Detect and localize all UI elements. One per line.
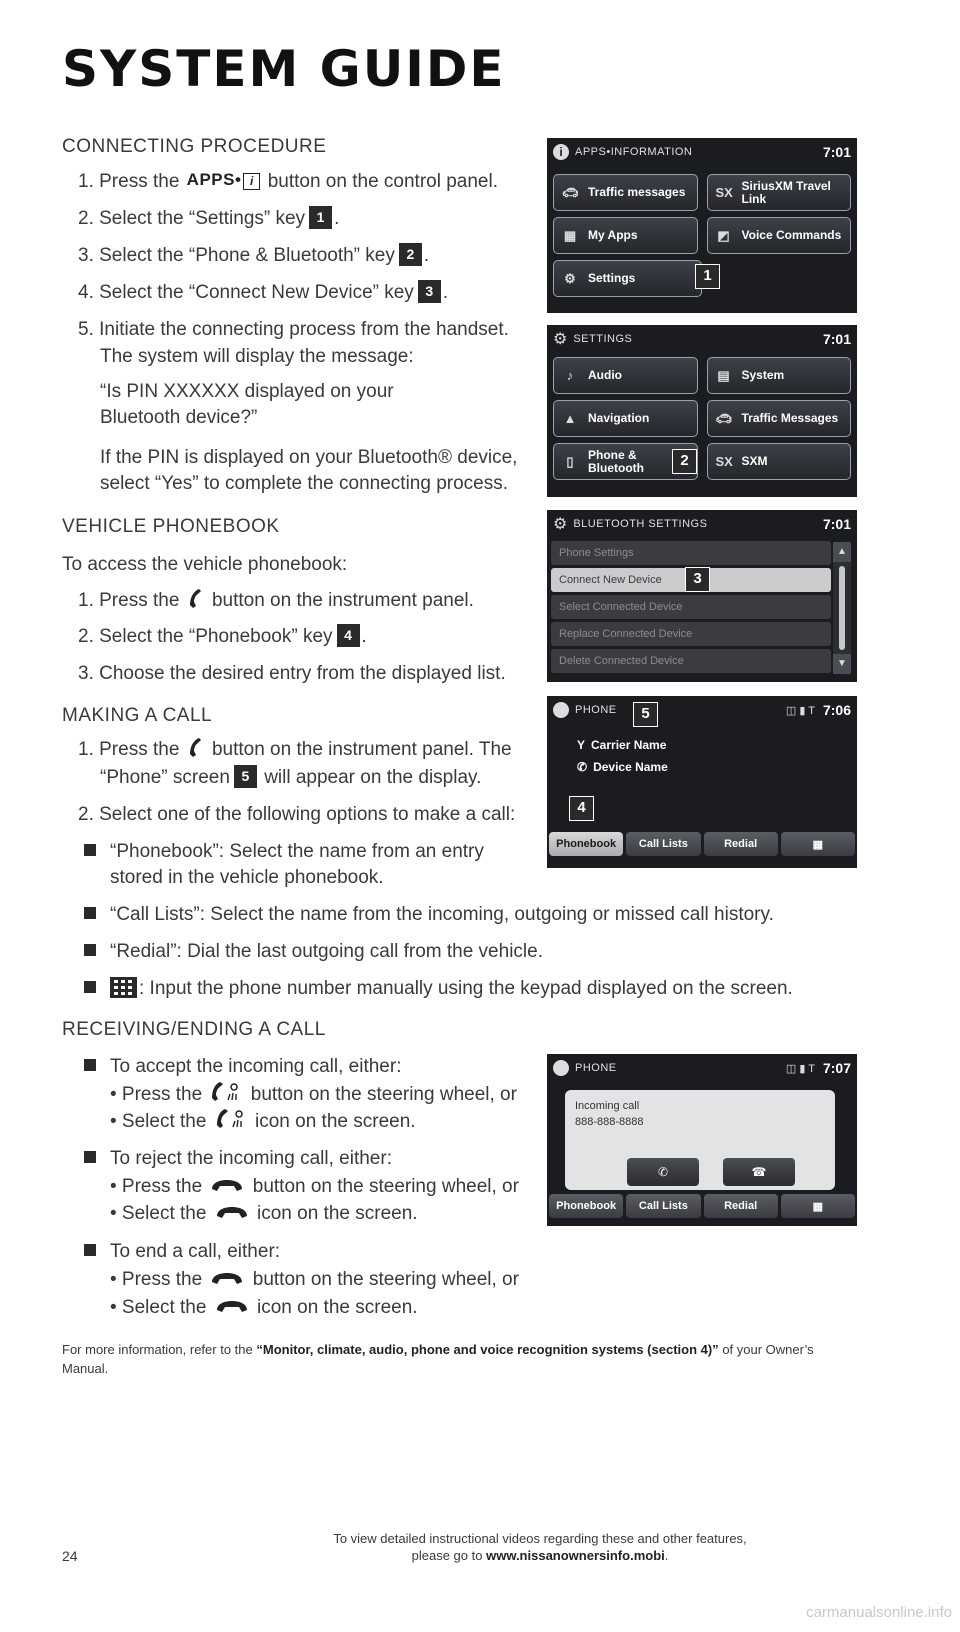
screen-bluetooth-settings [547,510,857,682]
status-bar [547,696,857,724]
receiving-accept: To accept the incoming call, either: [84,1055,402,1079]
callout-2: 2 [672,449,697,474]
music-note-icon: ♪ [566,368,574,383]
receiving-accept-b: • Select the icon on the screen. [110,1110,416,1134]
keypad-icon: ▦ [812,838,824,851]
callout-5: 5 [633,702,658,727]
phone-bluetooth-key[interactable]: ▯ Phone & Bluetooth [553,443,698,480]
antenna-icon: Y [577,738,586,752]
phone-voice-icon [215,1107,247,1133]
incoming-call-dialog [565,1090,835,1190]
callout-3: 3 [685,567,710,592]
bullet-icon [84,907,96,919]
system-icon: ▤ [717,368,730,383]
device-name: ✆ Device Name [577,760,668,774]
phonebook-step-2: 2. Select the “Phonebook” key 4 . [78,625,367,649]
voice-icon: ◩ [717,228,730,243]
making-option-call-lists: “Call Lists”: Select the name from the incoming, outgoing or missed call history. [84,903,774,927]
accept-call-button[interactable] [627,1158,699,1186]
receiving-heading: RECEIVING/ENDING A CALL [62,1019,326,1040]
screen-apps-information [547,138,857,313]
reject-call-button[interactable] [723,1158,795,1186]
receiving-end-b: • Select the icon on the screen. [110,1297,418,1318]
connecting-step-5b: The system will display the message: [100,346,414,367]
apps-info-button-icon: APPS• i [187,168,261,192]
list-item[interactable]: Delete Connected Device [551,649,831,673]
making-option-phonebook-b: stored in the vehicle phonebook. [110,867,384,888]
screen-phone [547,696,857,868]
making-option-keypad: : Input the phone number manually using the keypad displayed on the screen. [84,977,793,1001]
hang-up-icon: ☎ [751,1165,767,1179]
bullet-icon [84,844,96,856]
callout-badge: 2 [399,243,422,266]
voice-commands-key[interactable]: ◩ Voice Commands [707,217,852,254]
list-item[interactable]: Replace Connected Device [551,622,831,646]
page-number: 24 [62,1548,78,1564]
hang-up-icon [210,1177,244,1193]
caller-number: 888-888-8888 [575,1116,644,1128]
phonebook-step-1: 1. Press the button on the instrument panel. [78,589,474,613]
scroll-down-icon[interactable]: ▼ [833,654,851,674]
phone-handset-icon [188,737,204,759]
car-icon: 🚗︎ [715,411,733,426]
phone-icon: ▯ [566,454,574,469]
phone-softkeys [547,832,857,856]
keypad-icon [110,977,137,998]
screen-settings [547,325,857,497]
scroll-up-icon[interactable]: ▲ [833,542,851,562]
scroll-thumb[interactable] [839,566,845,650]
making-step-1b: “Phone” screen 5 will appear on the display. [100,766,481,790]
connecting-step-5c: “Is PIN XXXXXX displayed on your [100,381,394,402]
settings-key[interactable]: ⚙ Settings [553,260,702,297]
callout-badge: 5 [234,765,257,788]
phone-screen-icon [553,1060,569,1076]
gear-icon: ⚙ [553,516,568,533]
redial-softkey[interactable]: Redial [704,832,778,856]
gear-icon: ⚙ [553,331,568,348]
sxm-icon: SX [715,185,733,200]
keypad-softkey[interactable] [781,832,855,856]
receiving-reject-b: • Select the icon on the screen. [110,1203,418,1224]
connecting-step-3: 3. Select the “Phone & Bluetooth” key 2 . [78,244,429,268]
list-item-connect-new-device[interactable]: Connect New Device [551,568,831,592]
phonebook-softkey[interactable]: Phonebook [549,1194,623,1218]
signal-battery-icon: ◫ ▮ T [785,704,815,717]
bullet-icon [84,1151,96,1163]
making-heading: MAKING A CALL [62,705,213,726]
connecting-step-5d: Bluetooth device?” [100,407,258,428]
signal-battery-icon: ◫ ▮ T [785,1062,815,1075]
footer-note: To view detailed instructional videos regarding these and other features, please go to www.nissanownersinfo.mobi. [333,1531,747,1563]
hang-up-icon [210,1270,244,1286]
call-lists-softkey[interactable]: Call Lists [626,1194,700,1218]
screen-incoming-call [547,1054,857,1226]
list-item[interactable]: Phone Settings [551,541,831,565]
making-step-1: 1. Press the button on the instrument panel. The [78,738,512,762]
list-item[interactable]: Select Connected Device [551,595,831,619]
phone-screen-icon [553,702,569,718]
connecting-heading: CONNECTING PROCEDURE [62,136,327,157]
keypad-softkey[interactable] [781,1194,855,1218]
phonebook-heading: VEHICLE PHONEBOOK [62,516,280,537]
gear-icon: ⚙ [564,271,576,286]
clock: 7:01 [822,516,851,532]
phone-voice-icon: ✆ [657,1165,669,1179]
traffic-messages-key[interactable]: 🚗︎ Traffic messages [553,174,698,211]
making-step-2: 2. Select one of the following options to make a call: [78,804,516,825]
receiving-end: To end a call, either: [84,1240,280,1264]
screen-title: BLUETOOTH SETTINGS [573,518,708,530]
making-option-redial: “Redial”: Dial the last outgoing call from the vehicle. [84,940,543,964]
receiving-accept-a: • Press the button on the steering wheel, or [110,1083,517,1107]
bullet-icon [84,944,96,956]
connecting-step-2: 2. Select the “Settings” key 1 . [78,207,339,231]
incoming-call-label: Incoming call [575,1100,640,1112]
my-apps-key[interactable]: ▦ My Apps [553,217,698,254]
status-bar [547,1054,857,1082]
clock: 7:01 [822,331,851,347]
info-icon: i [553,144,569,160]
phone-softkeys [547,1194,857,1218]
hang-up-icon [215,1204,249,1220]
bullet-icon [84,1244,96,1256]
phonebook-softkey[interactable]: Phonebook [549,832,623,856]
connecting-step-5f: select “Yes” to complete the connecting process. [100,473,509,494]
clock: 7:01 [822,144,851,160]
scrollbar[interactable] [833,542,851,674]
audio-key[interactable]: ♪ Audio [553,357,698,394]
traffic-messages-key[interactable]: 🚗︎ Traffic Messages [707,400,852,437]
system-key[interactable]: ▤ System [707,357,852,394]
callout-badge: 1 [309,206,332,229]
status-bar [547,510,857,538]
connecting-step-4: 4. Select the “Connect New Device” key 3 . [78,281,448,305]
status-bar [547,138,857,166]
redial-softkey[interactable]: Redial [704,1194,778,1218]
page-title: SYSTEM GUIDE [62,40,506,98]
phonebook-intro: To access the vehicle phonebook: [62,554,348,575]
screen-title: APPS•INFORMATION [575,146,693,158]
screen-title: PHONE [575,704,617,716]
phonebook-step-3: 3. Choose the desired entry from the displayed list. [78,663,506,684]
navigation-arrow-icon: ▲ [563,411,577,426]
clock: 7:07 [822,1060,851,1076]
apps-icon: ▦ [563,228,577,243]
navigation-key[interactable]: ▲ Navigation [553,400,698,437]
call-lists-softkey[interactable]: Call Lists [626,832,700,856]
connecting-step-5a: 5. Initiate the connecting process from the handset. [78,319,509,340]
hang-up-icon [215,1298,249,1314]
bullet-icon [84,981,96,993]
callout-4: 4 [569,796,594,821]
receiving-end-a: • Press the button on the steering wheel, or [110,1269,519,1290]
carrier-name: Y Carrier Name [577,738,667,752]
callout-badge: 3 [418,280,441,303]
screen-title: SETTINGS [573,333,633,345]
making-option-phonebook: “Phonebook”: Select the name from an entry [84,840,484,864]
clock: 7:06 [822,702,851,718]
car-icon: 🚗︎ [562,185,579,200]
screen-title: PHONE [575,1062,617,1074]
callout-1: 1 [695,264,720,289]
phone-handset-icon: ✆ [577,760,588,774]
status-bar [547,325,857,353]
footnote: For more information, refer to the “Monitor, climate, audio, phone and voice recognition systems (section 4)” of your Owner’s Manual. [62,1342,814,1376]
connecting-step-1: 1. Press the APPS• i button on the control panel. [78,170,498,192]
siriusxm-travel-link-key[interactable]: SX SiriusXM Travel Link [707,174,852,211]
connecting-step-5e: If the PIN is displayed on your Bluetooth® device, [100,447,518,468]
bullet-icon [84,1059,96,1071]
phone-voice-icon [210,1080,242,1106]
callout-badge: 4 [337,624,360,647]
keypad-icon: ▦ [812,1200,824,1213]
sxm-key[interactable]: SX SXM [707,443,852,480]
receiving-reject: To reject the incoming call, either: [84,1147,392,1171]
phone-handset-icon [188,588,204,610]
sxm-icon: SX [715,454,733,469]
receiving-reject-a: • Press the button on the steering wheel, or [110,1176,519,1197]
footer-link[interactable]: www.nissanownersinfo.mobi [486,1548,665,1563]
watermark: carmanualsonline.info [806,1604,952,1621]
